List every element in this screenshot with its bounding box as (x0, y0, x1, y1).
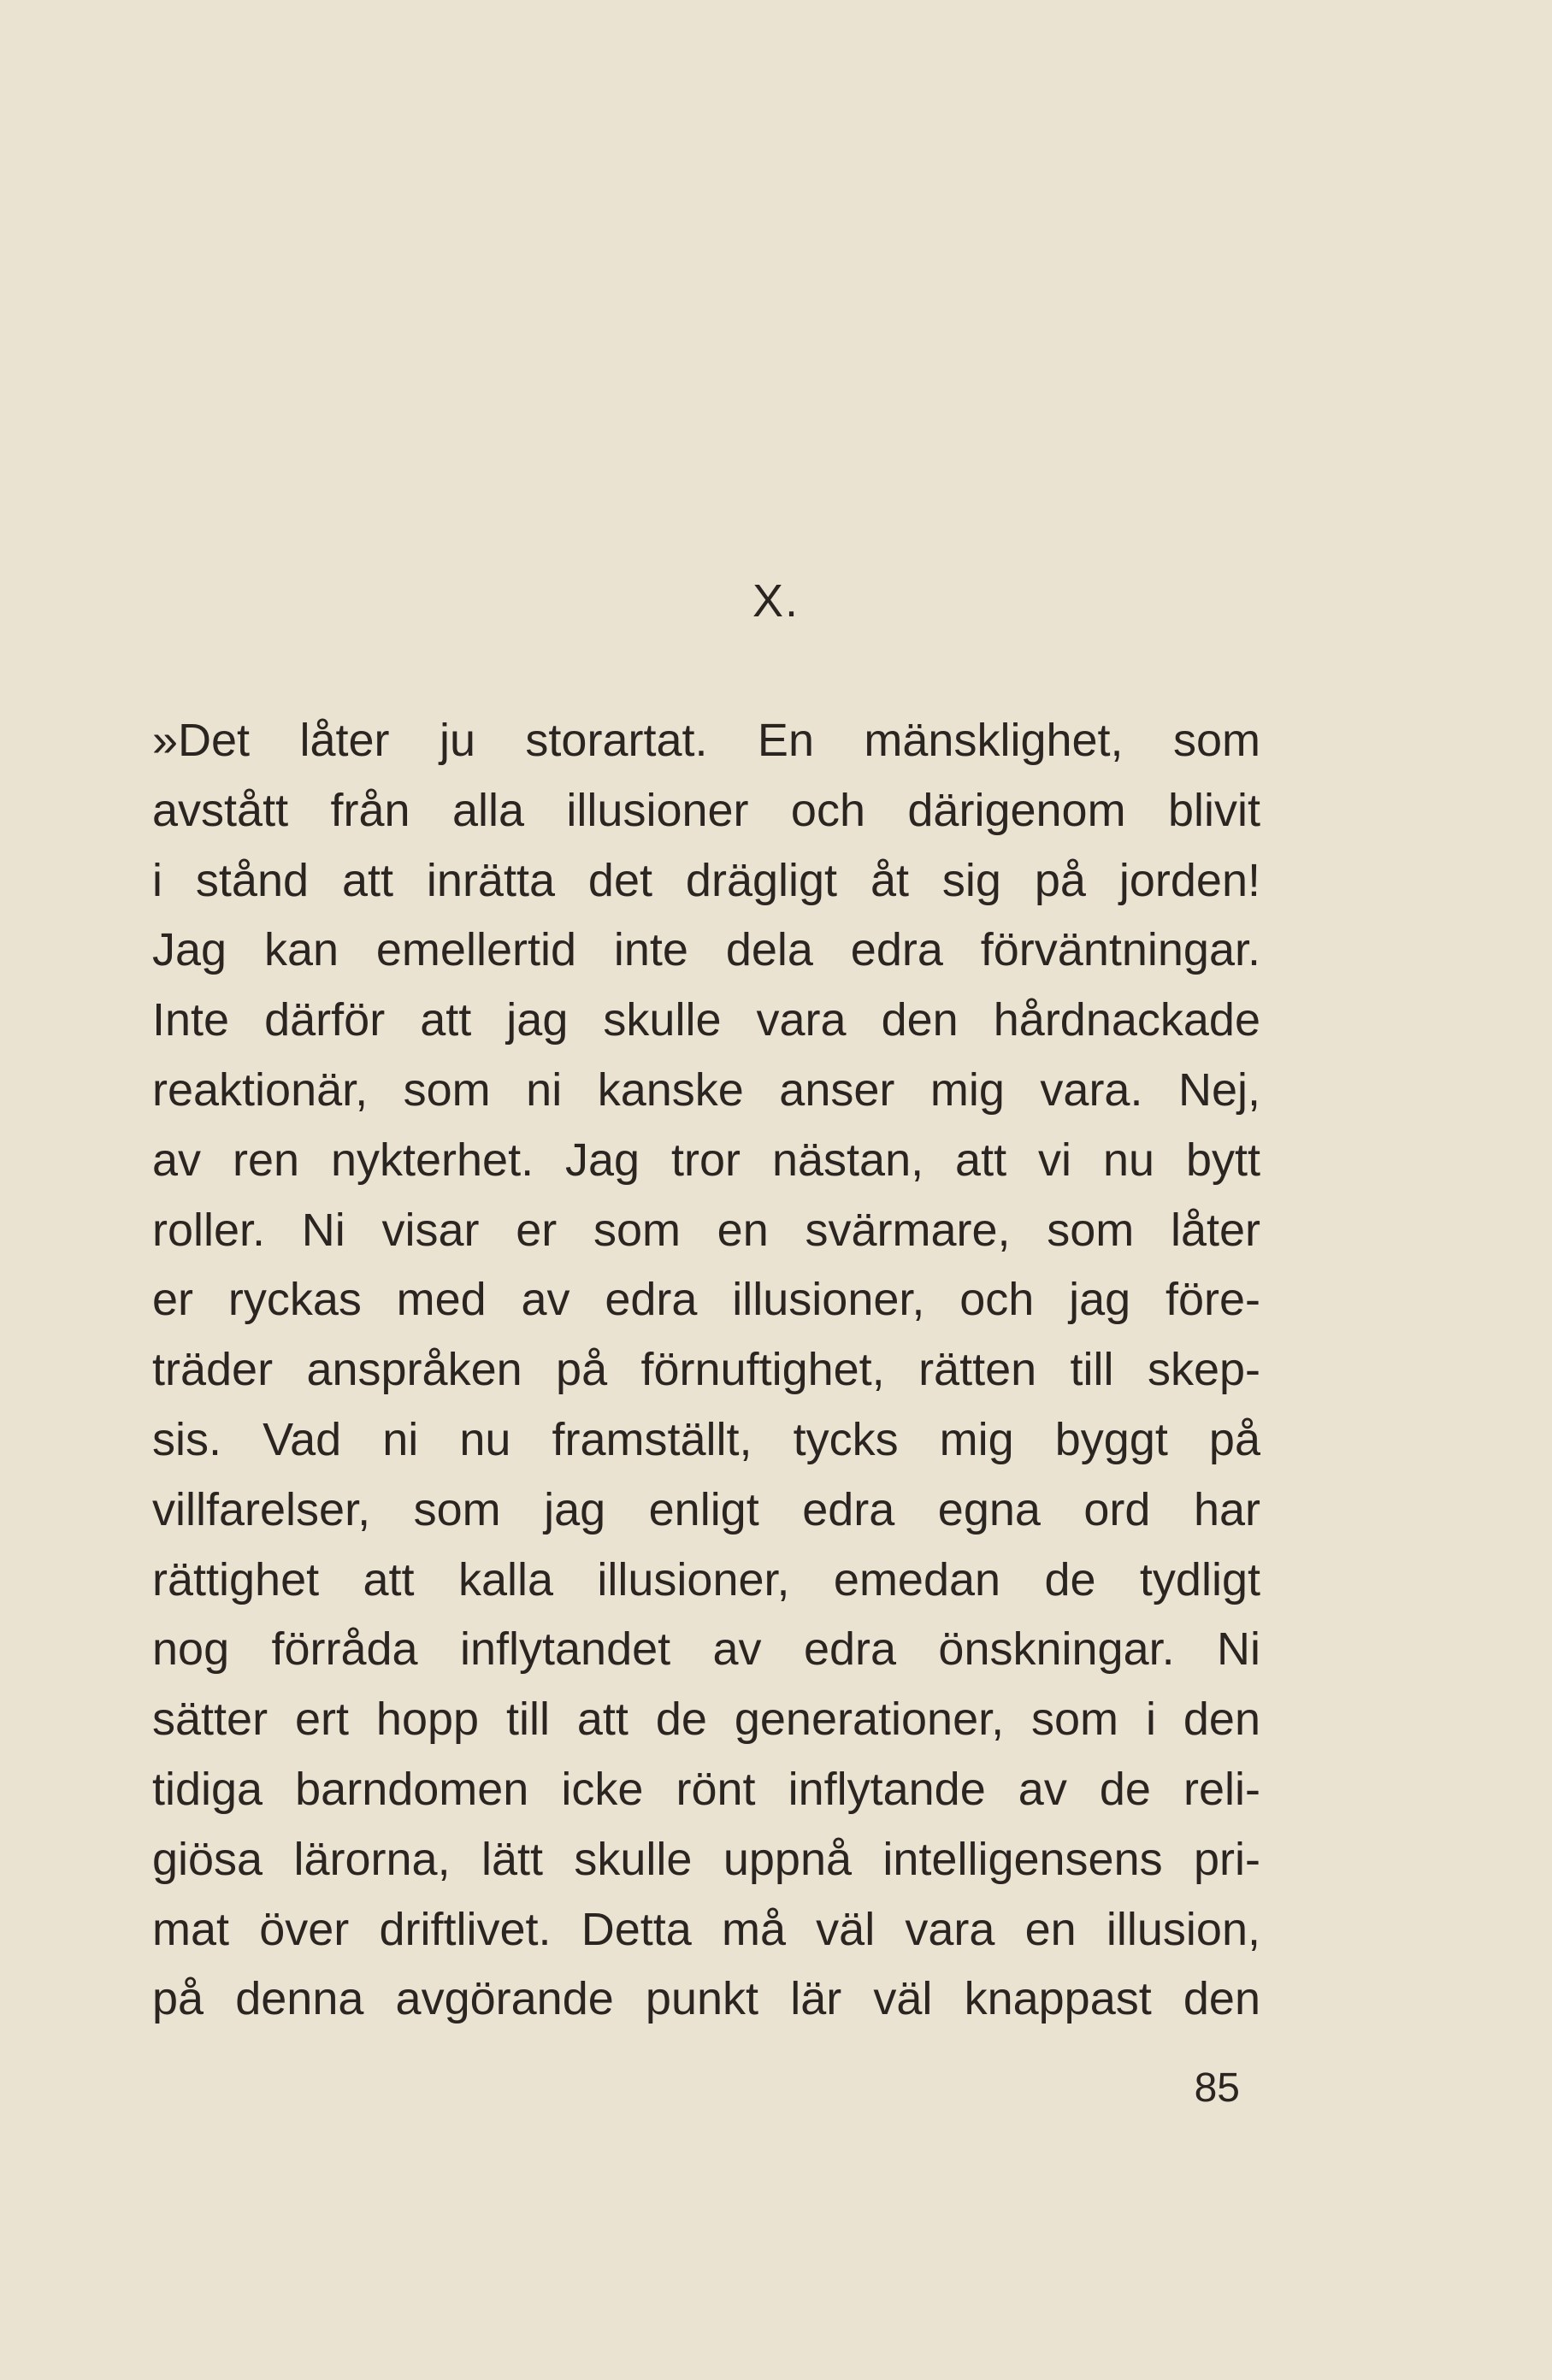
text-line: »Det låter ju storartat. En mänsklighet, som (152, 715, 1260, 766)
text-line: i stånd att inrätta det drägligt åt sig på jorden! (152, 854, 1260, 906)
page-number: 85 (1194, 2065, 1240, 2111)
text-line: roller. Ni visar er som en svärmare, som låter (152, 1204, 1260, 1256)
text-line: er ryckas med av edra illusioner, och jag före- (152, 1274, 1260, 1326)
text-line: tidiga barndomen icke rönt inflytande av de reli- (152, 1763, 1260, 1815)
text-line: nog förråda inflytandet av edra önskningar. Ni (152, 1623, 1260, 1676)
text-line: träder anspråken på förnuftighet, rätten till skep- (152, 1344, 1260, 1396)
text-line: Inte därför att jag skulle vara den hårdnackade (152, 994, 1260, 1046)
chapter-heading: X. (752, 575, 800, 627)
text-line: sätter ert hopp till att de generationer, som i den (152, 1694, 1260, 1746)
text-line: på denna avgörande punkt lär väl knappast den (152, 1973, 1260, 2025)
text-line: mat över driftlivet. Detta må väl vara en illusion, (152, 1903, 1260, 1955)
text-line: reaktionär, som ni kanske anser mig vara. Nej, (152, 1063, 1260, 1116)
text-line: rättighet att kalla illusioner, emedan de tydligt (152, 1553, 1260, 1605)
text-line: giösa lärorna, lätt skulle uppnå intelligensens pri- (152, 1833, 1260, 1885)
text-line: avstått från alla illusioner och därigenom blivit (152, 784, 1260, 836)
text-line: sis. Vad ni nu framställt, tycks mig byggt på (152, 1413, 1260, 1465)
text-line: Jag kan emellertid inte dela edra förväntningar. (152, 924, 1260, 976)
text-line: av ren nykterhet. Jag tror nästan, att vi nu bytt (152, 1134, 1260, 1186)
text-line: villfarelser, som jag enligt edra egna ord har (152, 1483, 1260, 1535)
body-text (152, 706, 1260, 2035)
